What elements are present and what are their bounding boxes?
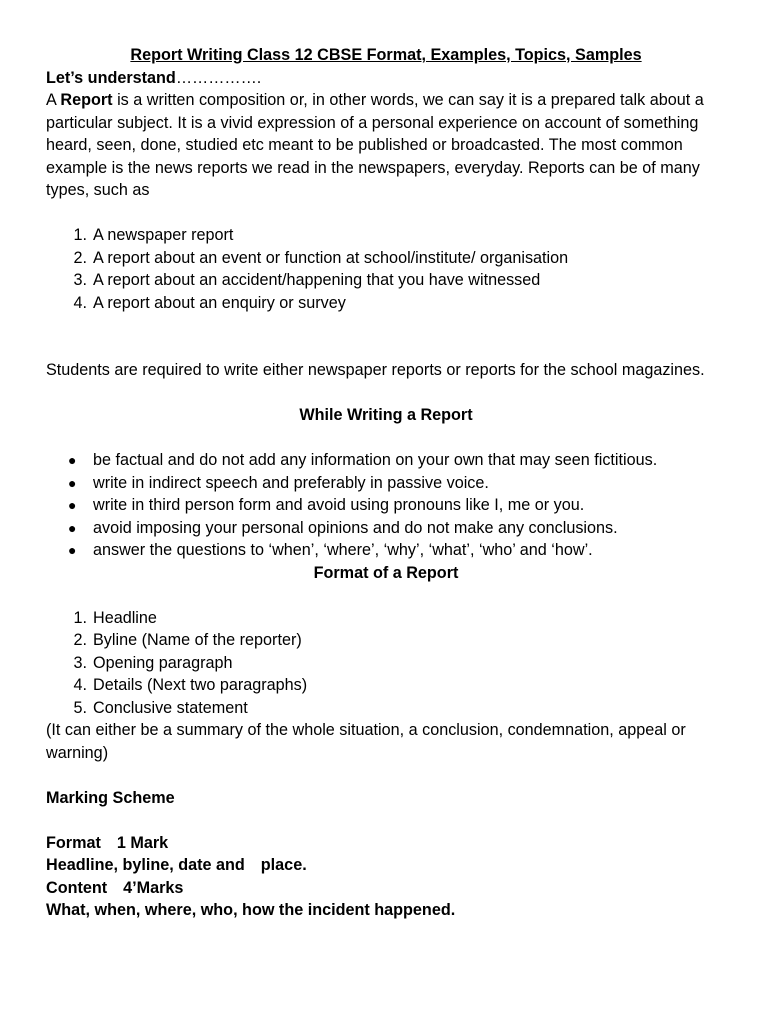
list-item bbox=[46, 247, 726, 270]
list-number: 3. bbox=[73, 271, 87, 289]
list-item bbox=[46, 652, 726, 675]
list-number: 5. bbox=[73, 698, 87, 717]
list-text: A report about an event or function at school/institute/ organisation bbox=[93, 248, 569, 267]
marking-format-label: Format bbox=[46, 833, 101, 852]
report-types-list bbox=[46, 224, 726, 314]
list-number: 1. bbox=[73, 608, 87, 627]
intro-prefix: A bbox=[46, 91, 61, 109]
list-text: answer the questions to ‘when’, ‘where’, ‘why’, ‘what’, ‘who’ and ‘how’. bbox=[93, 541, 593, 559]
intro-paragraph bbox=[46, 89, 726, 202]
list-text: Conclusive statement bbox=[93, 698, 248, 717]
list-text: Headline bbox=[93, 608, 157, 627]
conclusive-note: (It can either be a summary of the whole situation, a conclusion, condemnation, appeal or warning) bbox=[46, 721, 686, 762]
list-item bbox=[46, 494, 726, 517]
document-page bbox=[46, 44, 726, 922]
list-text: A newspaper report bbox=[93, 226, 234, 244]
marking-format-detail-b: place. bbox=[260, 856, 307, 874]
marking-format-marks: 1 Mark bbox=[116, 833, 169, 852]
marking-content-line bbox=[46, 877, 726, 900]
intro-bold-word: Report bbox=[60, 91, 113, 109]
bullet-icon: ● bbox=[68, 497, 77, 513]
lets-understand-heading bbox=[46, 67, 726, 90]
list-number: 2. bbox=[73, 631, 87, 649]
marking-scheme-heading: Marking Scheme bbox=[46, 788, 175, 807]
list-number: 4. bbox=[73, 293, 87, 312]
list-number: 3. bbox=[73, 653, 87, 672]
list-item bbox=[46, 269, 726, 292]
list-item bbox=[46, 224, 726, 247]
marking-format-line bbox=[46, 832, 726, 855]
marking-content-detail: What, when, where, who, how the incident happened. bbox=[46, 901, 456, 919]
list-text: A report about an accident/happening that you have witnessed bbox=[93, 271, 541, 289]
bullet-icon: ● bbox=[68, 474, 77, 491]
list-text: Details (Next two paragraphs) bbox=[93, 676, 308, 694]
students-paragraph: Students are required to write either newspaper reports or reports for the school magazines. bbox=[46, 361, 705, 379]
document-title: Report Writing Class 12 CBSE Format, Examples, Topics, Samples bbox=[130, 46, 642, 64]
list-text: write in third person form and avoid using pronouns like I, me or you. bbox=[93, 496, 585, 514]
list-item bbox=[46, 629, 726, 652]
format-list bbox=[46, 607, 726, 720]
lets-understand-label: Let’s understand bbox=[46, 68, 176, 87]
list-text: Opening paragraph bbox=[93, 653, 233, 672]
lets-understand-dots: ……………. bbox=[175, 68, 262, 87]
list-text: be factual and do not add any information on your own that may seen fictitious. bbox=[93, 451, 658, 469]
list-item bbox=[46, 539, 726, 562]
format-heading: Format of a Report bbox=[313, 563, 459, 582]
marking-format-detail-a: Headline, byline, date and bbox=[46, 856, 245, 874]
list-item bbox=[46, 472, 726, 495]
list-number: 4. bbox=[73, 676, 87, 694]
list-text: write in indirect speech and preferably in passive voice. bbox=[93, 473, 489, 492]
bullet-icon: ● bbox=[68, 519, 77, 536]
bullet-icon: ● bbox=[68, 452, 77, 468]
list-item bbox=[46, 292, 726, 315]
list-item bbox=[46, 674, 726, 697]
list-item bbox=[46, 697, 726, 720]
while-writing-list bbox=[46, 449, 726, 562]
list-item bbox=[46, 607, 726, 630]
marking-format-detail bbox=[46, 854, 726, 877]
list-item bbox=[46, 517, 726, 540]
while-writing-heading: While Writing a Report bbox=[299, 406, 473, 424]
marking-content-marks: 4’Marks bbox=[123, 878, 184, 897]
marking-content-label: Content bbox=[46, 878, 108, 897]
list-item bbox=[46, 449, 726, 472]
bullet-icon: ● bbox=[68, 542, 77, 558]
list-text: avoid imposing your personal opinions and do not make any conclusions. bbox=[93, 518, 618, 537]
list-number: 2. bbox=[73, 248, 87, 267]
list-number: 1. bbox=[73, 226, 87, 244]
intro-rest: is a written composition or, in other words, we can say it is a prepared talk about a particular subject. It is a vivid expression of a personal experience on account of something heard, seen, done, studied etc meant to be published or broadcasted. The most common example is the news reports we read in the newspapers, everyday. Reports can be of many types, such as bbox=[46, 91, 704, 199]
list-text: Byline (Name of the reporter) bbox=[93, 631, 302, 649]
list-text: A report about an enquiry or survey bbox=[93, 293, 346, 312]
